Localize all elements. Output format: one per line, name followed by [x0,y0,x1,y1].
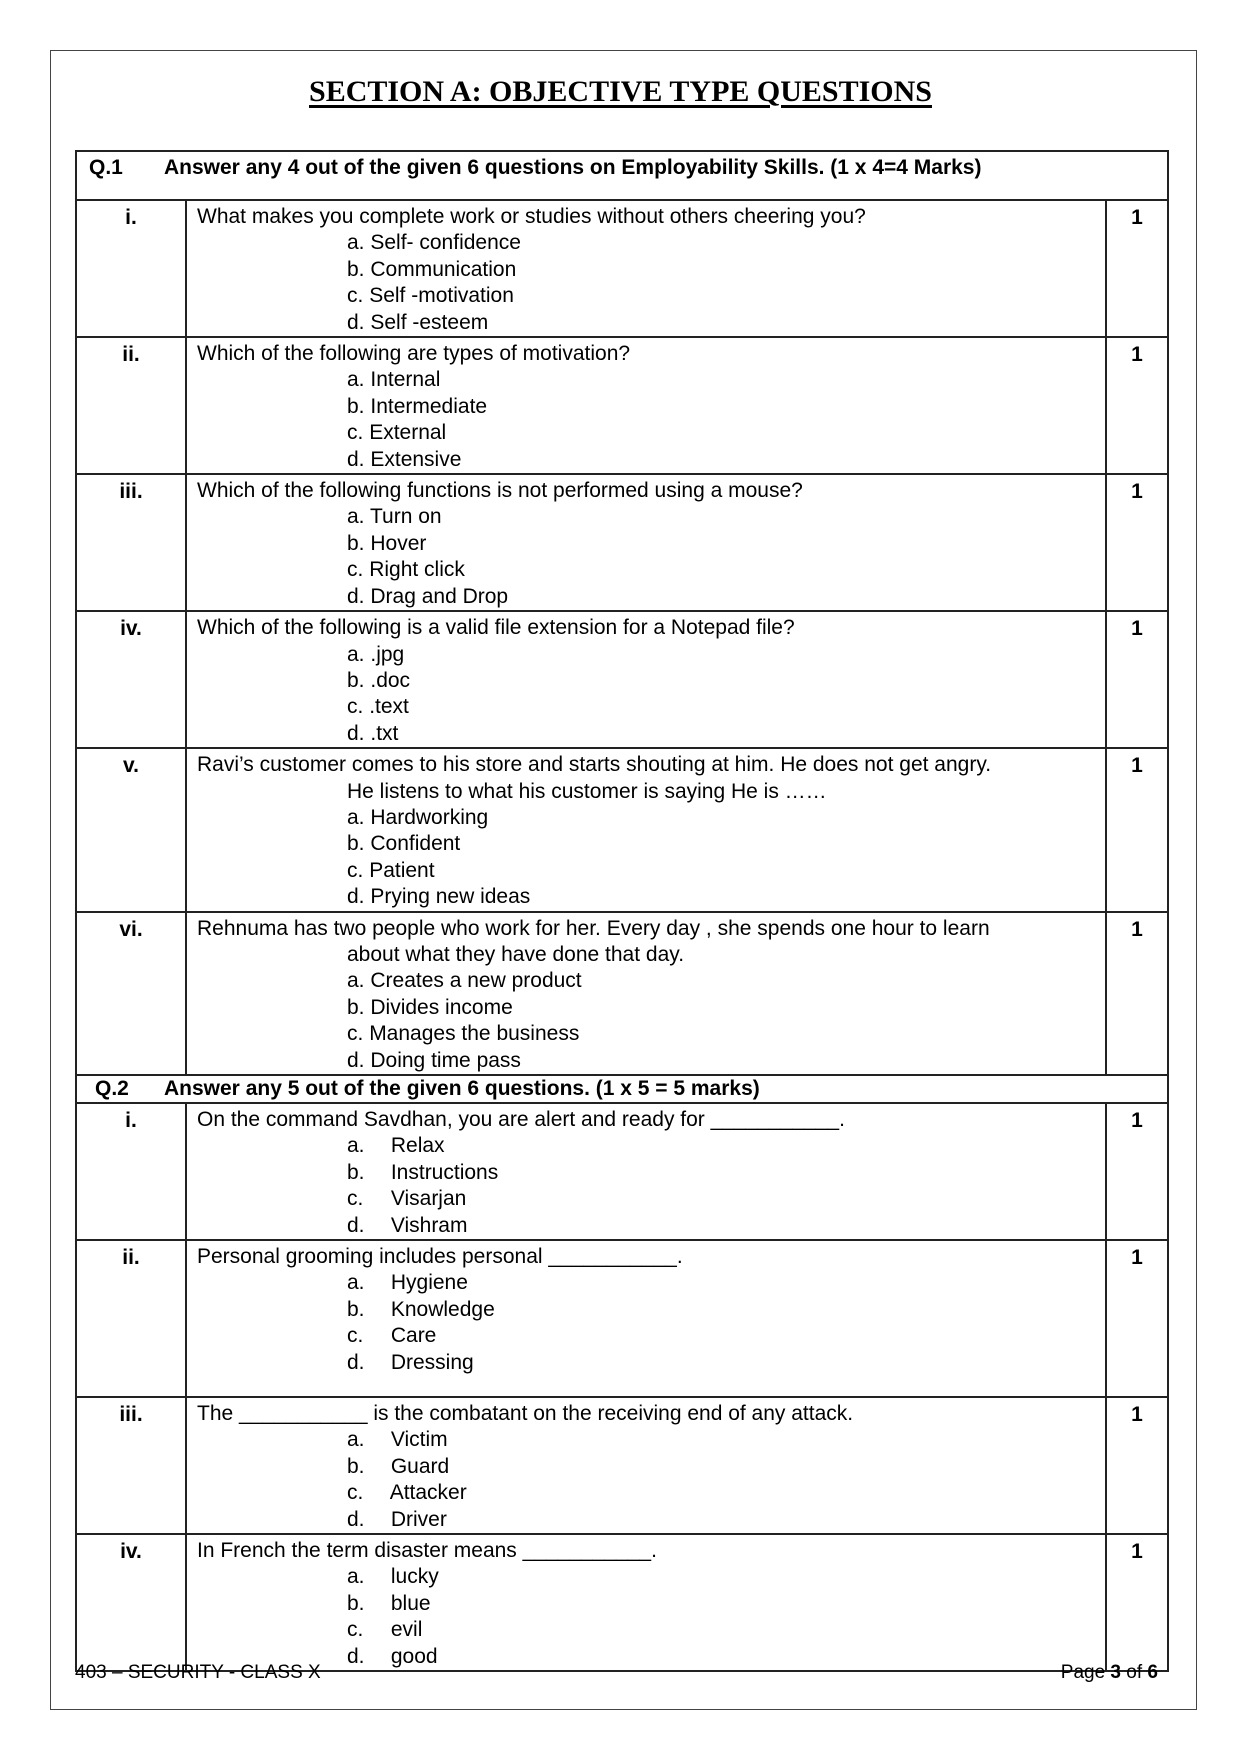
option-letter: b. [347,394,365,418]
option-item [347,1507,1095,1533]
footer-page-num: 3 [1110,1662,1121,1683]
option-text: Extensive [370,447,462,471]
question-number: vi. [76,912,186,1075]
question-mark: 1 [1106,1103,1168,1240]
option-item [347,1617,1095,1643]
option-letter: a. [347,231,365,255]
question-row [76,748,1168,911]
option-letter: d. [347,1048,365,1072]
option-letter: b. [347,257,365,281]
option-item [347,1350,1095,1376]
question-number: iii. [76,1397,186,1534]
option-letter: b. [347,832,365,856]
question-text: Which of the following functions is not performed using a mouse? [197,479,803,503]
option-letter: a. [347,642,365,666]
option-letter: c. [347,284,364,308]
option-text: Self- confidence [370,231,521,255]
option-item [347,394,1095,420]
question-mark: 1 [1106,611,1168,748]
option-text: Creates a new product [370,969,582,993]
option-text: Intermediate [370,394,488,418]
option-text: Visarjan [390,1187,467,1211]
question-row [76,912,1168,1075]
options-list [197,1270,1095,1376]
option-text: Relax [390,1134,445,1158]
question-text-continued: about what they have done that day. [347,942,685,966]
footer-course: 403 – SECURITY - CLASS X [75,1662,321,1683]
option-item [347,1591,1095,1617]
option-item [347,1297,1095,1323]
question-body [186,1397,1106,1534]
option-text: Dressing [390,1350,474,1374]
option-letter: d. [347,584,365,608]
question-number: iv. [76,1534,186,1671]
question-text: Which of the following is a valid file extension for a Notepad file? [197,616,795,640]
question-row [76,200,1168,337]
option-text: good [390,1644,438,1668]
option-letter: d. [347,885,365,909]
option-letter: a. [347,805,365,829]
question-row [76,337,1168,474]
option-item [347,1323,1095,1349]
q1-heading: Answer any 4 out of the given 6 questions on Employability Skills. (1 x 4=4 Marks) [164,156,982,179]
option-text: Doing time pass [370,1048,521,1072]
question-body [186,611,1106,748]
question-body [186,1240,1106,1397]
options-list [197,230,1095,336]
option-item [347,1160,1095,1186]
question-number: ii. [76,337,186,474]
question-body [186,748,1106,911]
option-item [347,884,1095,910]
question-text: Personal grooming includes personal ___________. [197,1245,683,1269]
options-list [197,1564,1095,1670]
option-text: .doc [370,668,411,692]
question-body [186,912,1106,1075]
question-body [186,337,1106,474]
option-text: Driver [390,1507,447,1531]
option-text: .txt [370,721,399,745]
option-item [347,1427,1095,1453]
question-text: What makes you complete work or studies without others cheering you? [197,205,866,228]
option-item [347,1564,1095,1590]
question-row [76,611,1168,748]
option-item [347,1133,1095,1159]
question-row [76,1397,1168,1534]
option-letter: c. [347,558,364,582]
option-item [347,531,1095,557]
option-item [347,557,1095,583]
q2-heading-row [76,1075,1168,1103]
option-letter: b. [347,995,365,1019]
option-item [347,721,1095,747]
option-letter: a. [347,969,365,993]
option-item [347,968,1095,994]
option-text: evil [390,1618,423,1642]
question-mark: 1 [1106,337,1168,474]
option-letter: b. [347,668,365,692]
option-letter: b. [347,1591,365,1615]
option-text: Manages the business [369,1022,580,1046]
option-item [347,642,1095,668]
option-text: Prying new ideas [370,885,531,909]
option-text: External [369,421,447,445]
question-row [76,474,1168,611]
option-letter: a. [347,1428,365,1452]
option-text: Divides income [370,995,513,1019]
footer-page-total: 6 [1147,1662,1158,1683]
question-text: In French the term disaster means ___________. [197,1539,657,1563]
question-number: iii. [76,474,186,611]
question-mark: 1 [1106,200,1168,337]
question-text-continued: He listens to what his customer is saying He is …… [347,779,827,803]
option-letter: d. [347,1507,365,1531]
question-body [186,200,1106,337]
question-body [186,1534,1106,1671]
option-letter: b. [347,1454,365,1478]
option-letter: a. [347,1271,365,1295]
option-text: Guard [390,1454,450,1478]
option-item [347,257,1095,283]
q1-heading-row [76,151,1168,200]
option-text: Communication [370,257,517,281]
options-list [197,642,1095,748]
option-letter: c. [347,1618,364,1642]
option-letter: c. [347,1481,364,1505]
options-list [197,367,1095,473]
options-list [197,1133,1095,1239]
option-letter: b. [347,1297,365,1321]
option-item [347,805,1095,831]
option-text: Hygiene [390,1271,468,1295]
option-letter: d. [347,310,365,334]
option-item [347,1213,1095,1239]
option-text: .text [369,695,409,719]
option-letter: b. [347,531,365,555]
option-item [347,1480,1095,1506]
questions-table [75,150,1169,1672]
options-list [197,805,1095,911]
option-letter: c. [347,1324,364,1348]
question-body [186,1103,1106,1240]
option-text: Vishram [390,1213,468,1237]
option-text: Patient [369,858,435,882]
question-mark: 1 [1106,912,1168,1075]
question-text: Ravi’s customer comes to his store and starts shouting at him. He does not get angry. [197,753,992,777]
option-letter: d. [347,1350,365,1374]
option-item [347,447,1095,473]
option-letter: c. [347,421,364,445]
option-item [347,1186,1095,1212]
option-item [347,310,1095,336]
question-number: i. [76,200,186,337]
option-item [347,230,1095,256]
options-list [197,1427,1095,1533]
option-text: Care [390,1324,437,1348]
option-text: blue [390,1591,431,1615]
q2-number: Q.2 [95,1077,129,1100]
option-text: Self -esteem [370,310,489,334]
option-letter: d. [347,1644,365,1668]
option-text: Instructions [390,1160,499,1184]
option-item [347,1270,1095,1296]
option-letter: d. [347,447,365,471]
question-text: On the command Savdhan, you are alert and ready for ___________. [197,1108,845,1131]
question-mark: 1 [1106,1397,1168,1534]
question-number: ii. [76,1240,186,1397]
option-item [347,694,1095,720]
option-text: Confident [370,832,461,856]
option-letter: c. [347,695,364,719]
option-item [347,831,1095,857]
option-item [347,1021,1095,1047]
question-number: iv. [76,611,186,748]
section-title: SECTION A: OBJECTIVE TYPE QUESTIONS [309,75,932,108]
option-letter: a. [347,1565,365,1589]
option-letter: d. [347,721,365,745]
option-text: Attacker [389,1481,467,1505]
option-text: Victim [390,1428,448,1452]
question-text: Rehnuma has two people who work for her. Every day , she spends one hour to learn [197,916,990,940]
option-text: Drag and Drop [370,584,509,608]
option-text: Knowledge [390,1297,495,1321]
option-text: .jpg [370,642,405,666]
option-item [347,584,1095,610]
question-number: i. [76,1103,186,1240]
options-list [197,968,1095,1074]
option-letter: b. [347,1160,365,1184]
q2-heading: Answer any 5 out of the given 6 questions. (1 x 5 = 5 marks) [164,1077,760,1100]
q1-number: Q.1 [89,156,123,179]
question-text: Which of the following are types of motivation? [197,342,631,366]
question-row [76,1103,1168,1240]
question-number: v. [76,748,186,911]
option-text: Hardworking [370,805,489,829]
option-letter: c. [347,858,364,882]
option-letter: a. [347,1134,365,1158]
option-letter: a. [347,368,365,392]
options-list [197,504,1095,610]
option-letter: d. [347,1213,365,1237]
footer-page: Page 3 of 6 [1060,1662,1158,1683]
option-text: Turn on [369,505,442,529]
question-row [76,1534,1168,1671]
option-letter: c. [347,1187,364,1211]
option-text: lucky [390,1565,439,1589]
option-text: Self -motivation [369,284,514,308]
question-mark: 1 [1106,474,1168,611]
question-row [76,1240,1168,1397]
option-item [347,995,1095,1021]
option-item [347,420,1095,446]
option-letter: c. [347,1022,364,1046]
option-item [347,283,1095,309]
option-item [347,1454,1095,1480]
question-mark: 1 [1106,1534,1168,1671]
option-item [347,504,1095,530]
question-body [186,474,1106,611]
option-item [347,1644,1095,1670]
question-mark: 1 [1106,748,1168,911]
option-letter: a. [347,505,365,529]
option-text: Hover [370,531,427,555]
question-mark: 1 [1106,1240,1168,1397]
option-item [347,858,1095,884]
option-item [347,367,1095,393]
option-item [347,668,1095,694]
question-text: The ___________ is the combatant on the receiving end of any attack. [197,1402,854,1426]
option-text: Right click [369,558,465,582]
option-text: Internal [370,368,441,392]
option-item [347,1048,1095,1074]
